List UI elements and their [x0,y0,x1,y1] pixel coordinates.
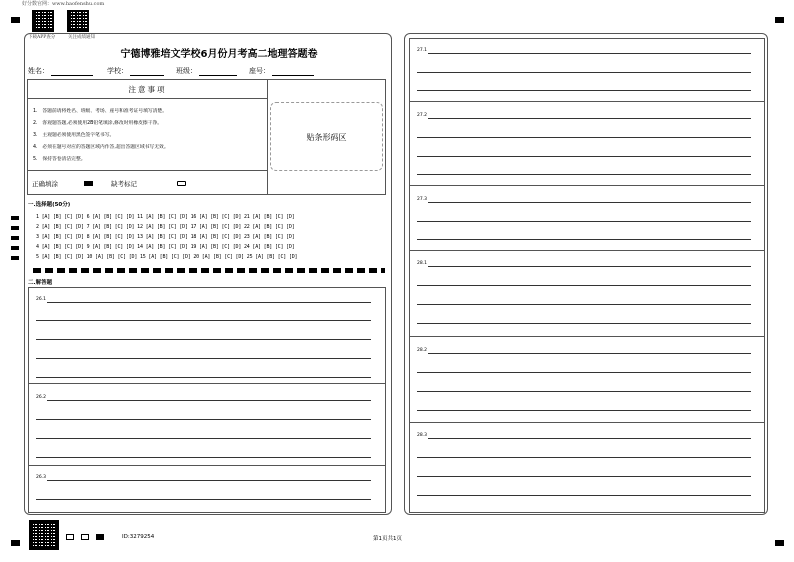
answer-line[interactable] [428,353,751,354]
notice-item: 4. 必须在题号对应的答题区域内作答,超出答题区域书写无效。 [33,145,169,150]
footer-filled-box [96,534,104,540]
notice-list [28,99,268,171]
barcode-area: 贴条形码区 [270,102,383,171]
timing-mark [11,216,19,220]
corner-mark-top-left [11,17,20,23]
answer-line[interactable] [36,320,371,321]
answer-line[interactable] [36,419,371,420]
notice-item: 1. 答题前请将姓名、班级、考场、座号和准考证号填写清楚。 [33,109,168,114]
answer-line[interactable] [417,372,751,373]
answer-line[interactable] [36,358,371,359]
qr-caption-app: 下载APP查分 [28,35,56,40]
sheet-qr-code [29,520,59,550]
notice-qr-code [67,10,89,32]
divider [409,336,765,337]
choice-heading: 一.选择题(50分) [28,202,71,208]
absent-label: 缺考标记 [111,180,137,188]
footer-box [66,534,74,540]
answer-line[interactable] [417,221,751,222]
answer-line[interactable] [417,323,751,324]
timing-mark [11,256,19,260]
question-label-27-3: 27.3 [417,197,428,202]
notice-heading: 注意事项 [28,80,268,99]
divider [409,101,765,102]
divider [28,383,386,384]
answer-line[interactable] [417,137,751,138]
answer-line[interactable] [36,377,371,378]
answer-line[interactable] [417,410,751,411]
site-url: 好分数官网：www.haofenshu.com [22,1,105,7]
notice-item: 3. 主观题必须使用黑色签字笔书写。 [33,133,115,138]
answer-line[interactable] [428,202,751,203]
timing-mark [11,246,19,250]
notice-item: 2. 客观题答题,必须使用2B铅笔填涂,修改时用橡皮擦干净。 [33,121,163,126]
divider [409,250,765,251]
question-label-26-2: 26.2 [36,395,47,400]
sheet-id: ID:3279254 [122,534,155,540]
question-label-27-1: 27.1 [417,48,428,53]
answer-line[interactable] [36,457,371,458]
answer-line[interactable] [428,438,751,439]
qr-caption-notice: 关注成绩通知 [68,35,95,40]
answer-line[interactable] [36,438,371,439]
app-qr-code [32,10,54,32]
answer-line[interactable] [417,304,751,305]
answer-line[interactable] [417,90,751,91]
school-label: 学校： [107,67,128,75]
corner-mark-top-right [775,17,784,23]
answer-line[interactable] [428,266,751,267]
fill-example-row [28,171,268,195]
notice-item: 5. 保持答卷清洁完整。 [33,157,86,162]
footer-box [81,534,89,540]
answer-line[interactable] [36,339,371,340]
timing-mark [11,226,19,230]
answer-line[interactable] [417,285,751,286]
essay-heading: 二.解答题 [28,280,53,286]
answer-line[interactable] [36,499,371,500]
divider [28,465,386,466]
answer-line[interactable] [417,156,751,157]
seat-field[interactable] [249,66,314,76]
answer-line[interactable] [47,400,371,401]
answer-line[interactable] [417,476,751,477]
answer-line[interactable] [47,480,371,481]
timing-mark [11,236,19,240]
absent-checkbox[interactable] [177,181,186,186]
answer-line[interactable] [47,302,371,303]
class-field[interactable] [176,66,237,76]
question-label-28-3: 28.3 [417,433,428,438]
seat-label: 座号： [249,67,270,75]
correct-fill-label: 正确填涂 [32,180,58,188]
choice-row[interactable]: 3 [A] [B] [C] [D] 8 [A] [B] [C] [D] 13 [A] [B] [C] [D] 18 [A] [B] [C] [D] 23 [A] [B] [C] [D] [36,234,295,240]
choice-row[interactable]: 4 [A] [B] [C] [D] 9 [A] [B] [C] [D] 14 [A] [B] [C] [D] 19 [A] [B] [C] [D] 24 [A] [B] [C] [D] [36,244,295,250]
answer-line[interactable] [428,118,751,119]
divider [409,185,765,186]
name-field[interactable] [28,66,93,76]
answer-area-right [409,38,765,513]
answer-line[interactable] [417,239,751,240]
notice-box [27,79,386,195]
choice-row[interactable]: 5 [A] [B] [C] [D] 10 [A] [B] [C] [D] 15 [A] [B] [C] [D] 20 [A] [B] [C] [D] 25 [A] [B] [C] [D] [36,254,298,260]
answer-line[interactable] [417,391,751,392]
question-label-26-1: 26.1 [36,297,47,302]
answer-line[interactable] [417,457,751,458]
choice-row[interactable]: 2 [A] [B] [C] [D] 7 [A] [B] [C] [D] 12 [A] [B] [C] [D] 17 [A] [B] [C] [D] 22 [A] [B] [C] [D] [36,224,295,230]
corner-mark-bottom-right [775,540,784,546]
answer-line[interactable] [417,495,751,496]
answer-line[interactable] [417,72,751,73]
choice-row[interactable]: 1 [A] [B] [C] [D] 6 [A] [B] [C] [D] 11 [A] [B] [C] [D] 16 [A] [B] [C] [D] 21 [A] [B] [C] [D] [36,214,295,220]
page-title: 宁德博雅培文学校6月份月考高二地理答题卷 [120,49,318,60]
answer-line[interactable] [428,53,751,54]
student-info-row [28,66,320,76]
question-label-27-2: 27.2 [417,113,428,118]
page-number: 第1页共1页 [373,536,402,542]
class-label: 班级： [176,67,197,75]
school-field[interactable] [107,66,164,76]
question-label-28-1: 28.1 [417,261,428,266]
divider [409,422,765,423]
corner-mark-bottom-left [11,540,20,546]
question-label-26-3: 26.3 [36,475,47,480]
question-label-28-2: 28.2 [417,348,428,353]
separator-dash-row [33,268,385,273]
answer-line[interactable] [417,174,751,175]
name-label: 姓名： [28,67,49,75]
correct-fill-example [84,181,93,186]
